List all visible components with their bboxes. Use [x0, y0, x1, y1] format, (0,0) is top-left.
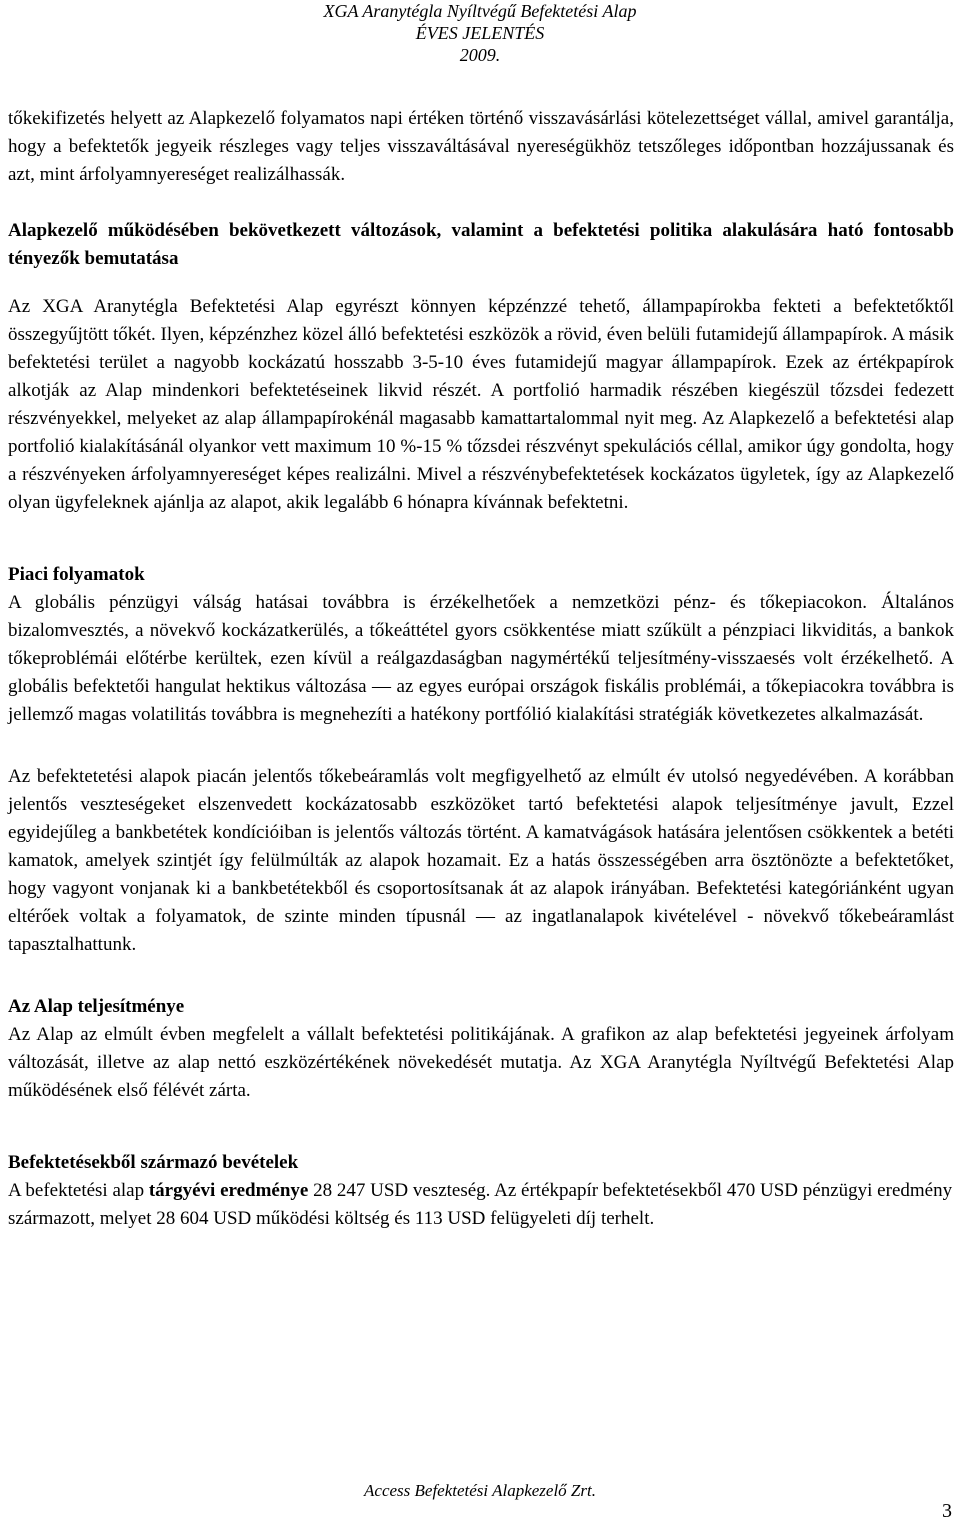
document-body [8, 105, 954, 1233]
heading-changes: Alapkezelő működésében bekövetkezett változások, valamint a befektetési politika alakulására ható fontosabb tényezők bemutatása [8, 220, 954, 269]
header-report-title: ÉVES JELENTÉS [415, 23, 545, 43]
page-number: 3 [942, 1500, 952, 1522]
paragraph-income [8, 1177, 954, 1233]
paragraph-changes: Az XGA Aranytégla Befektetési Alap egyrészt könnyen képzénzzé tehető, állampapírokba fekteti a befektetőktől összegyűjtött tőkét. Ilyen, képzénzhez közel álló befektetési eszközök a rövid, éven belüli futamidejű állampapírok. A másik befektetési terület a nagyobb kockázatú hosszabb 3-5-10 éves futamidejű magyar állampapírok. Ezek az értékpapírok alkotják az Alap mindenkori befektetéseinek likvid részét. A portfolió harmadik részében kiegészül tőzsdei fedezett részvényekkel, melyeket az alap állampapírokénál magasabb kamattartalommal nyit meg. Az Alapkezelő a befektetési alap portfolió kialakításánál olyankor vett maximum 10 %-15 % tőzsdei részvényt spekulációs céllal, amikor úgy gondolta, hogy a részvényeken árfolyamnyereséget képes realizálni. Mivel a részvénybefektetések kockázatos ügyletek, így az Alapkezelő olyan ügyfeleknek ajánlja az alapot, akik legalább 6 hónapra kívánnak befektetni. [8, 296, 955, 513]
document-header [0, 0, 960, 66]
paragraph-performance: Az Alap az elmúlt évben megfelelt a vállalt befektetési politikájának. A grafikon az alap befektetési jegyeinek árfolyam változását, illetve az alap nettó eszközértékének növekedését mutatja. Az XGA Aranytégla Nyíltvégű Befektetési Alap működésének első félévét zárta. [8, 1024, 954, 1101]
heading-market: Piaci folyamatok [8, 564, 145, 585]
paragraph-market-1: A globális pénzügyi válság hatásai továbbra is érzékelhetőek a nemzetközi pénz- és tőkepiacokon. Általános bizalomvesztés, a növekvő kockázatkerülés, a tőkeáttétel gyors csökkentése miatt szűkült a pénzpiaci likviditás, a bankok tőkeproblémái előtérbe kerültek, ezen kívül a reálgazdaságban nagymértékű teljesítmény-visszaesés volt érzékelhető. A globális befektetői hangulat hektikus változása — az egyes európai országok fiskális problémái, a tőkepiacokra továbbra is jellemző magas volatilitás továbbra is megnehezíti a hatékony portfólió kialakítási stratégiák következetes alkalmazását. [8, 592, 954, 725]
income-text-b: 28 247 USD veszteség. Az értékpapír befektetésekből 470 USD pénzügyi eredmény származott, melyet 28 604 USD működési költség és 113 USD felügyeleti díj terhelt. [8, 1180, 953, 1229]
heading-performance: Az Alap teljesítménye [8, 996, 185, 1017]
footer-company: Access Befektetési Alapkezelő Zrt. [364, 1481, 596, 1500]
income-bold-result: tárgyévi eredménye [148, 1180, 309, 1201]
header-year: 2009. [459, 45, 501, 65]
heading-income: Befektetésekből származó bevételek [8, 1152, 299, 1173]
paragraph-market-2: Az befektetetési alapok piacán jelentős tőkebeáramlás volt megfigyelhető az elmúlt év utolsó negyedévében. A korábban jelentős veszteségeket elszenvedett kockázatosabb eszközöket tartó befektetési alapok teljesítménye javult, Ezzel egyidejűleg a bankbetétek kondícióiban is jelentős változás történt. A kamatvágások hatására jelentősen csökkentek a betéti kamatok, amelyek szintjét így felülmúlták az alapok hozamait. Ez a hatás összességében arra ösztönözte a befektetőket, hogy vagyont vonjanak ki a bankbetétekből és csoportosítsanak át az alapok irányában. Befektetési kategóriánként ugyan eltérőek voltak a folyamatok, de szinte minden típusnál — az ingatlanalapok kivételével - növekvő tőkebeáramlást tapasztalhattunk. [8, 766, 954, 955]
paragraph-intro: tőkekifizetés helyett az Alapkezelő folyamatos napi értéken történő visszavásárlási kötelezettséget vállal, amivel garantálja, hogy a befektetők jegyeik részleges vagy teljes visszaváltásával nyereségükhöz tetszőleges időpontban hozzájussanak és azt, mint árfolyamnyereséget realizálhassák. [8, 108, 954, 185]
header-fund-name: XGA Aranytégla Nyíltvégű Befektetési Alap [323, 1, 637, 21]
income-text-a: A befektetési alap [8, 1180, 149, 1201]
